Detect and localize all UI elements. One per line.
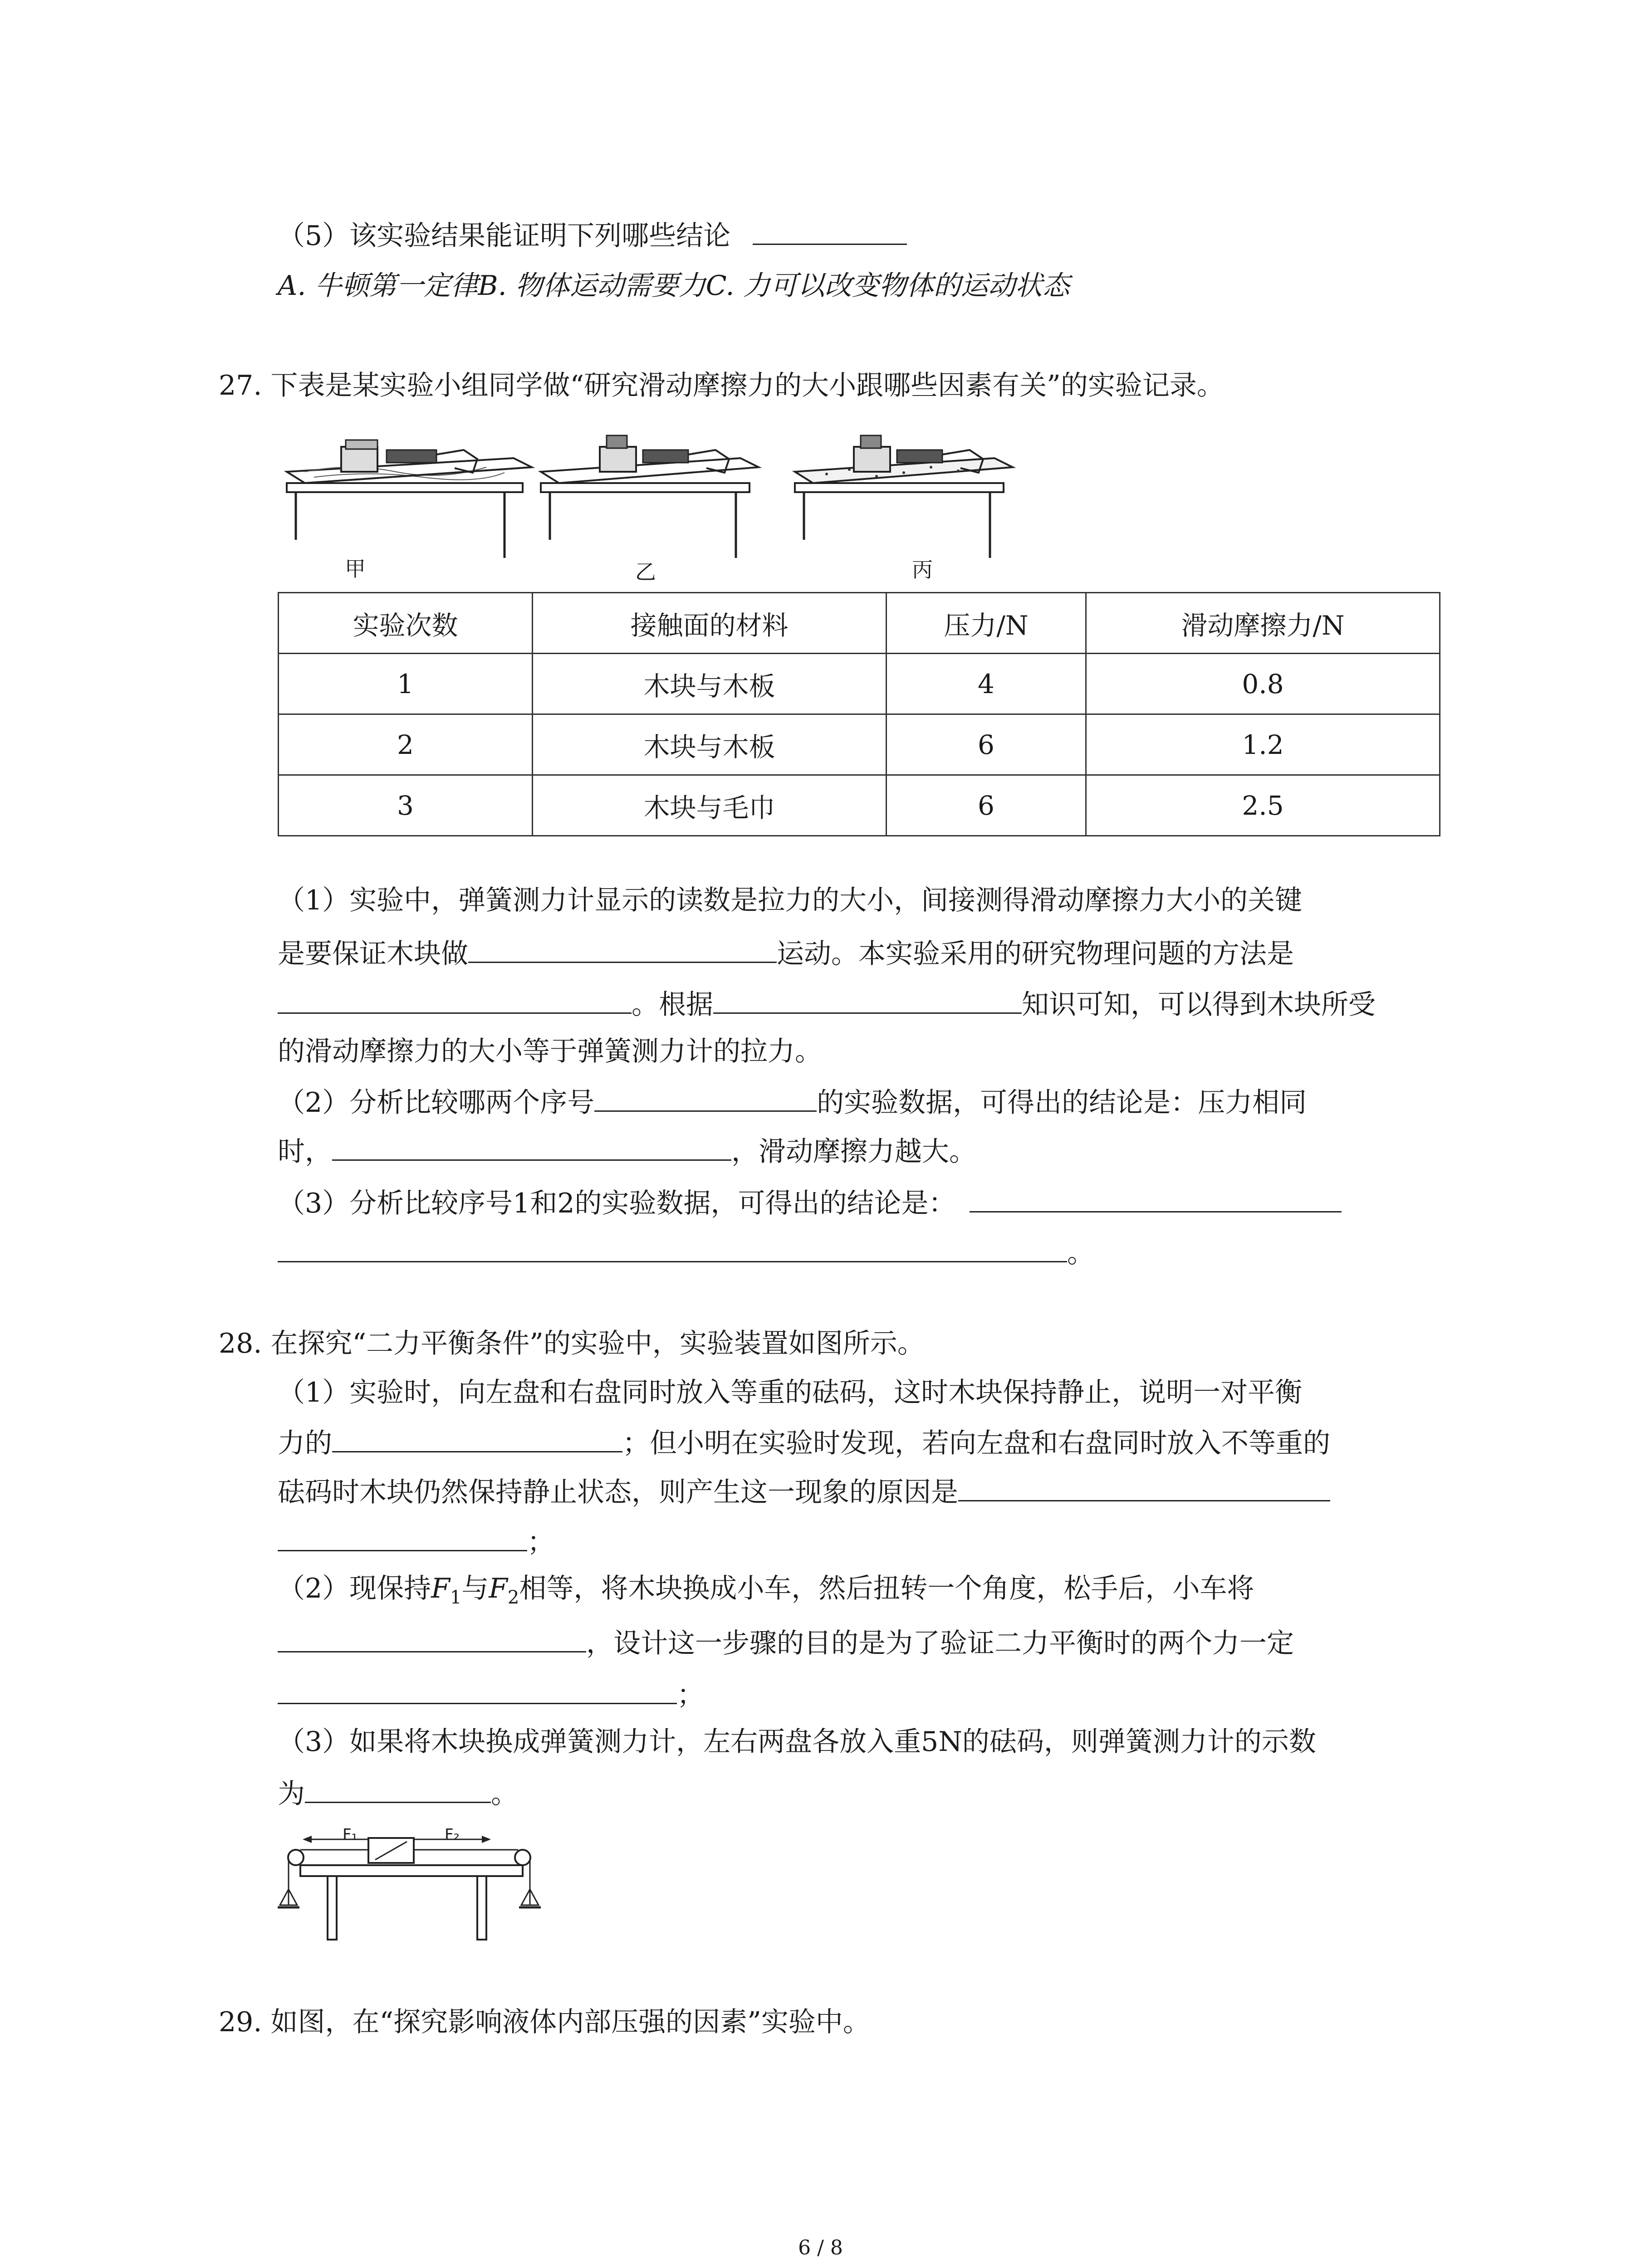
q28-l5: （2）现保持$F_1$与$F_2$相等，将木块换成小车，然后扭转一个角度，松手后，小车将	[278, 1573, 1254, 1608]
q28-l6: ，设计这一步骤的目的是为了验证二力平衡时的两个力一定	[278, 1623, 1294, 1662]
q27-l1: （1）实验中，弹簧测力计显示的读数是拉力的大小，间接测得滑动摩擦力大小的关键	[278, 885, 1303, 916]
q28-l2: 力的 ；但小明在实验时发现，若向左盘和右盘同时放入不等重的	[278, 1423, 1330, 1461]
header-trial: 实验次数	[279, 593, 533, 654]
setup-bing	[795, 435, 1013, 558]
answer-blank[interactable]	[278, 1522, 527, 1551]
q29-stem: 29. 如图，在“探究影响液体内部压强的因素”实验中。	[219, 2006, 870, 2038]
answer-blank[interactable]	[278, 1623, 586, 1652]
cell-friction: 0.8	[1086, 654, 1440, 714]
balance-experiment-figure	[278, 1814, 541, 1941]
header-material: 接触面的材料	[533, 593, 887, 654]
setup-jia	[287, 440, 532, 558]
answer-blank[interactable]	[970, 1183, 1342, 1212]
q27-l8: 。	[278, 1233, 1094, 1271]
q27-l6: 时， ，滑动摩擦力越大。	[278, 1131, 976, 1170]
answer-blank[interactable]	[713, 984, 1022, 1014]
q28-l9: 为 。	[278, 1774, 518, 1812]
fig-label-bing: 丙	[912, 557, 933, 582]
f1-label: F₁	[343, 1826, 358, 1844]
header-friction: 滑动摩擦力/N	[1086, 593, 1440, 654]
q28-l4: ；	[278, 1522, 554, 1560]
header-pressure: 压力/N	[887, 593, 1086, 654]
setup-yi	[541, 435, 759, 558]
q26-options: A. 牛顿第一定律B. 物体运动需要力C. 力可以改变物体的运动状态	[278, 270, 1070, 302]
q26-sub5: （5）该实验结果能证明下列哪些结论	[278, 215, 907, 254]
cell-friction: 1.2	[1086, 714, 1440, 775]
q28-l1: （1）实验时，向左盘和右盘同时放入等重的砝码，这时木块保持静止，说明一对平衡	[278, 1377, 1303, 1408]
q28-l8: （3）如果将木块换成弹簧测力计，左右两盘各放入重5N的砝码，则弹簧测力计的示数	[278, 1726, 1316, 1758]
q28-l3: 砝码时木块仍然保持静止状态，则产生这一现象的原因是	[278, 1472, 1330, 1510]
answer-blank[interactable]	[332, 1131, 731, 1161]
left-pulley	[288, 1850, 304, 1865]
q27-l7: （3）分析比较序号1和2的实验数据，可得出的结论是：	[278, 1183, 1342, 1222]
cell-pressure: 4	[887, 654, 1086, 714]
q28-l7: ；	[278, 1675, 704, 1713]
q28-stem: 28. 在探究“二力平衡条件”的实验中，实验装置如图所示。	[219, 1328, 925, 1359]
friction-data-table	[278, 592, 1440, 836]
f2-label: F₂	[445, 1826, 460, 1844]
fig-label-jia: 甲	[345, 557, 366, 581]
answer-blank[interactable]	[278, 1675, 677, 1704]
q27-l2: 是要保证木块做 运动。本实验采用的研究物理问题的方法是	[278, 934, 1294, 972]
cell-pressure: 6	[887, 775, 1086, 836]
table-row	[279, 654, 1440, 714]
cell-material: 木块与毛巾	[533, 775, 887, 836]
cell-material: 木块与木板	[533, 714, 887, 775]
q27-stem: 27. 下表是某实验小组同学做“研究滑动摩擦力的大小跟哪些因素有关”的实验记录。	[219, 370, 1224, 401]
answer-blank[interactable]	[305, 1774, 491, 1803]
table-header-row	[279, 593, 1440, 654]
cell-pressure: 6	[887, 714, 1086, 775]
table-row	[279, 775, 1440, 836]
friction-experiment-figure	[278, 422, 1072, 567]
page-number: 6 / 8	[798, 2236, 843, 2259]
cell-trial: 1	[279, 654, 533, 714]
cell-trial: 3	[279, 775, 533, 836]
answer-blank[interactable]	[468, 934, 777, 963]
cell-trial: 2	[279, 714, 533, 775]
q27-l4: 的滑动摩擦力的大小等于弹簧测力计的拉力。	[278, 1036, 822, 1067]
q27-l3: 。根据 知识可知，可以得到木块所受	[278, 984, 1376, 1023]
right-pulley	[515, 1850, 530, 1865]
cell-friction: 2.5	[1086, 775, 1440, 836]
q27-l5: （2）分析比较哪两个序号 的实验数据，可得出的结论是：压力相同	[278, 1082, 1307, 1121]
table-row	[279, 714, 1440, 775]
answer-blank[interactable]	[332, 1423, 622, 1452]
answer-blank[interactable]	[594, 1082, 817, 1112]
cell-material: 木块与木板	[533, 654, 887, 714]
answer-blank[interactable]	[278, 1233, 1067, 1262]
answer-blank[interactable]	[958, 1472, 1330, 1501]
answer-blank[interactable]	[278, 984, 632, 1014]
answer-blank[interactable]	[753, 215, 907, 245]
fig-label-yi: 乙	[635, 560, 656, 584]
